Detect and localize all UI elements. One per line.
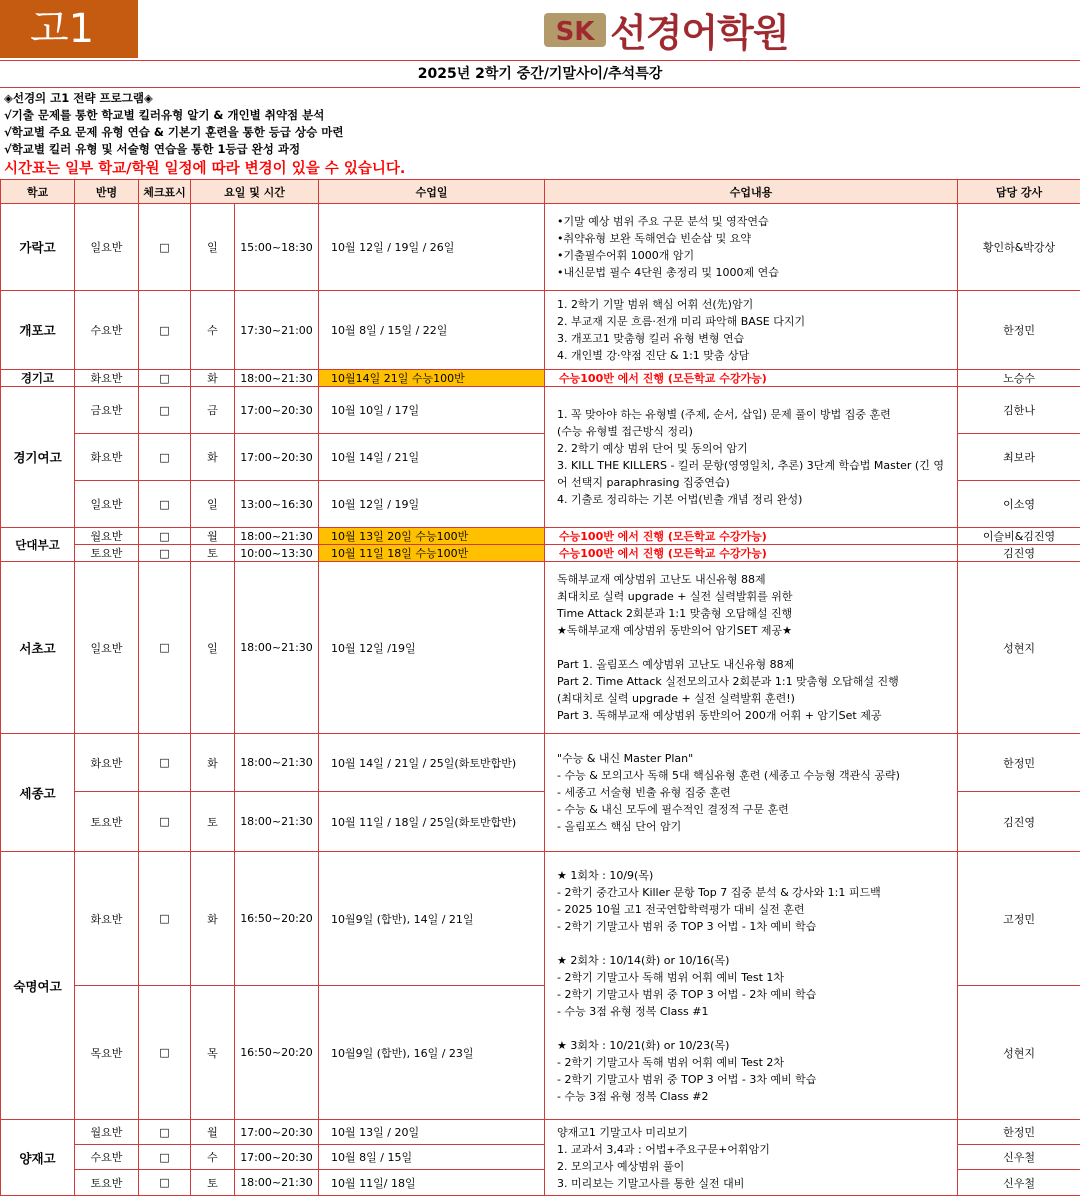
checkbox[interactable] [139,986,191,1120]
checkbox[interactable] [139,1145,191,1170]
class-name: 토요반 [75,792,139,852]
content: 수능100반 에서 진행 (모든학교 수강가능) [545,545,958,562]
dates: 10월 11일 / 18일 / 25일(화토반합반) [319,792,545,852]
class-name: 일요반 [75,481,139,528]
day: 수 [191,291,235,370]
table-row [1,852,1080,986]
header-school: 학교 [1,180,75,204]
schedule-warning: 시간표는 일부 학교/학원 일정에 따라 변경이 있을 수 있습니다. [4,161,406,177]
time: 18:00~21:30 [235,792,319,852]
logo-mark-icon [544,7,606,51]
checkbox-icon: □ [159,756,170,769]
checkbox-icon: □ [159,1125,170,1139]
checkbox[interactable] [139,204,191,291]
intro-section [4,90,1074,180]
time: 18:00~21:30 [235,1170,319,1196]
content: 독해부교재 예상범위 고난도 내신유형 88제 최대치로 실력 upgrade + 실전 실력발휘를 위한 Time Attack 2회분과 1:1 맞춤형 오답해설 진행 ★독해부교재 예상범위 동반의어 암기SET 제공★ Part 1. 올림포스 예상범위 고난도 내신유형 88제 Part 2. Time Attack 실전모의고사 2회분과 1:1 맞춤형 오답해설 진행 (최대치로 실력 upgrade + 실전 실력발휘 훈련!) Part 3. 독해부교재 예상범위 동반의어 200개 어휘 + 암기Set 제공 [545,562,958,734]
school-name: 단대부고 [1,528,75,562]
checkbox-icon: □ [159,450,170,464]
checkbox-icon: □ [159,529,170,543]
school-name: 경기고 [1,370,75,387]
day: 일 [191,204,235,291]
teacher: 김한나 [958,387,1080,434]
intro-line: √기출 문제를 통한 학교별 킬러유형 알기 & 개인별 취약점 분석 [4,108,325,122]
checkbox[interactable] [139,481,191,528]
checkbox[interactable] [139,562,191,734]
header-check: 체크표시 [139,180,191,204]
time: 17:00~20:30 [235,1120,319,1145]
day: 화 [191,434,235,481]
teacher: 이슬비&김진영 [958,528,1080,545]
teacher: 노승수 [958,370,1080,387]
dates: 10월 12일 /19일 [319,562,545,734]
time: 18:00~21:30 [235,734,319,792]
checkbox[interactable] [139,545,191,562]
checkbox-icon: □ [159,371,170,385]
table-row [1,734,1080,792]
day: 토 [191,545,235,562]
checkbox[interactable] [139,1120,191,1145]
content: •기말 예상 범위 주요 구문 분석 및 영작연습 •취약유형 보완 독해연습 빈순삽 및 요약 •기출필수어휘 1000개 암기 •내신문법 필수 4단원 총정리 및 1000제 연습 [545,204,958,291]
teacher: 황인하&박강상 [958,204,1080,291]
dates: 10월 14일 / 21일 [319,434,545,481]
dates: 10월14일 21일 수능100반 [319,370,545,387]
dates: 10월 8일 / 15일 [319,1145,545,1170]
time: 17:00~20:30 [235,434,319,481]
checkbox-icon: □ [159,323,170,337]
day: 월 [191,1120,235,1145]
time: 15:00~18:30 [235,204,319,291]
checkbox[interactable] [139,734,191,792]
table-row [1,387,1080,434]
teacher: 한정민 [958,291,1080,370]
teacher: 김진영 [958,545,1080,562]
checkbox[interactable] [139,792,191,852]
checkbox-icon: □ [159,815,170,828]
header-day-time: 요일 및 시간 [191,180,319,204]
table-row [1,545,1080,562]
checkbox-icon: □ [159,1046,170,1059]
day: 토 [191,792,235,852]
header-class: 반명 [75,180,139,204]
time: 18:00~21:30 [235,562,319,734]
time: 18:00~21:30 [235,528,319,545]
dates: 10월 13일 20일 수능100반 [319,528,545,545]
class-name: 일요반 [75,204,139,291]
content: "수능 & 내신 Master Plan" - 수능 & 모의고사 독해 5대 핵심유형 훈련 (세종고 수능형 객관식 공략) - 세종고 서술형 빈출 유형 집중 훈련 - 수능 & 내신 모두에 필수적인 결정적 구문 훈련 - 올림포스 핵심 단어 암기 [545,734,958,852]
checkbox-icon: □ [159,497,170,511]
class-name: 월요반 [75,1120,139,1145]
time: 16:50~20:20 [235,986,319,1120]
class-name: 수요반 [75,291,139,370]
school-name: 숙명여고 [1,852,75,1120]
day: 토 [191,1170,235,1196]
class-name: 월요반 [75,528,139,545]
teacher: 신우철 [958,1145,1080,1170]
schedule-table [0,179,1080,1196]
dates: 10월 8일 / 15일 / 22일 [319,291,545,370]
program-title: 2025년 2학기 중간/기말사이/추석특강 [0,60,1080,88]
school-name: 개포고 [1,291,75,370]
dates: 10월9일 (합반), 16일 / 23일 [319,986,545,1120]
class-name: 화요반 [75,734,139,792]
time: 13:00~16:30 [235,481,319,528]
day: 화 [191,734,235,792]
checkbox-icon: □ [159,546,170,560]
class-name: 금요반 [75,387,139,434]
dates: 10월 10일 / 17일 [319,387,545,434]
dates: 10월 14일 / 21일 / 25일(화토반합반) [319,734,545,792]
teacher: 한정민 [958,734,1080,792]
header-dates: 수업일 [319,180,545,204]
dates: 10월9일 (합반), 14일 / 21일 [319,852,545,986]
teacher: 한정민 [958,1120,1080,1145]
day: 월 [191,528,235,545]
school-name: 경기여고 [1,387,75,528]
content: ★ 1회차 : 10/9(목) - 2학기 중간고사 Killer 문항 Top 7 집중 분석 & 강사와 1:1 피드백 - 2025 10월 고1 전국연합학력평가 대비 실전 훈련 - 2학기 기말고사 범위 중 TOP 3 어법 - 1차 예비 학습 ★ 2회차 : 10/14(화) or 10/16(목) - 2학기 기말고사 독해 범위 어휘 예비 Test 1차 - 2학기 기말고사 범위 중 TOP 3 어법 - 2차 예비 학습 - 수능 3점 유형 정복 Class #1 ★ 3회차 : 10/21(화) or 10/23(목) - 2학기 기말고사 독해 범위 어휘 예비 Test 2차 - 2학기 기말고사 범위 중 TOP 3 어법 - 3차 예비 학습 - 수능 3점 유형 정복 Class #2 [545,852,958,1120]
content: 1. 꼭 맞아야 하는 유형별 (주제, 순서, 삽입) 문제 풀이 방법 집중 훈련 (수능 유형별 접근방식 정리) 2. 2학기 예상 범위 단어 및 동의어 암기 3. KILL THE KILLERS - 킬러 문항(영영일치, 추론) 3단계 학습법 Master (긴 영 어 선택지 paraphrasing 집중연습) 4. 기출로 정리하는 기본 어법(빈출 개념 정리 완성) [545,387,958,528]
checkbox[interactable] [139,370,191,387]
day: 화 [191,370,235,387]
time: 18:00~21:30 [235,370,319,387]
header-teacher: 담당 강사 [958,180,1080,204]
school-name: 양재고 [1,1120,75,1196]
content: 1. 2학기 기말 범위 핵심 어휘 선(先)암기 2. 부교재 지문 흐름·전개 미리 파악해 BASE 다지기 3. 개포고1 맞춤형 킬러 유형 변형 연습 4. 개인별 강·약점 진단 & 1:1 맞춤 상담 [545,291,958,370]
class-name: 수요반 [75,1145,139,1170]
day: 수 [191,1145,235,1170]
intro-line: ◈선경의 고1 전략 프로그램◈ [4,91,153,105]
intro-line: √학교별 킬러 유형 및 서술형 연습을 통한 1등급 완성 과정 [4,142,301,156]
checkbox-icon: □ [159,240,170,254]
header-content: 수업내용 [545,180,958,204]
time: 16:50~20:20 [235,852,319,986]
academy-name: 선경어학원 [610,10,789,55]
day: 일 [191,562,235,734]
teacher: 이소영 [958,481,1080,528]
checkbox[interactable] [139,528,191,545]
top-banner [0,0,1080,60]
table-row [1,370,1080,387]
table-header-row [1,180,1080,204]
school-name: 가락고 [1,204,75,291]
class-name: 일요반 [75,562,139,734]
checkbox[interactable] [139,291,191,370]
academy-logo [544,6,789,55]
table-row [1,562,1080,734]
dates: 10월 11일/ 18일 [319,1170,545,1196]
teacher: 성현지 [958,562,1080,734]
table-row [1,1120,1080,1145]
day: 일 [191,481,235,528]
day: 화 [191,852,235,986]
checkbox-icon: □ [159,641,170,654]
teacher: 성현지 [958,986,1080,1120]
checkbox-icon: □ [159,1150,170,1164]
content: 양재고1 기말고사 미리보기 1. 교과서 3,4과 : 어법+주요구문+어휘암기 2. 모의고사 예상범위 풀이 3. 미리보는 기말고사를 통한 실전 대비 [545,1120,958,1196]
class-name: 화요반 [75,852,139,986]
checkbox-icon: □ [159,912,170,925]
dates: 10월 12일 / 19일 / 26일 [319,204,545,291]
grade-badge: 고1 [0,0,138,58]
checkbox[interactable] [139,852,191,986]
checkbox[interactable] [139,434,191,481]
checkbox[interactable] [139,1170,191,1196]
class-name: 토요반 [75,545,139,562]
time: 17:00~20:30 [235,387,319,434]
day: 금 [191,387,235,434]
dates: 10월 11일 18일 수능100반 [319,545,545,562]
checkbox-icon: □ [159,1176,170,1189]
table-row [1,528,1080,545]
table-row [1,204,1080,291]
school-name: 서초고 [1,562,75,734]
checkbox-icon: □ [159,403,170,417]
dates: 10월 13일 / 20일 [319,1120,545,1145]
day: 목 [191,986,235,1120]
content: 수능100반 에서 진행 (모든학교 수강가능) [545,528,958,545]
checkbox[interactable] [139,387,191,434]
class-name: 목요반 [75,986,139,1120]
teacher: 최보라 [958,434,1080,481]
class-name: 토요반 [75,1170,139,1196]
school-name: 세종고 [1,734,75,852]
content: 수능100반 에서 진행 (모든학교 수강가능) [545,370,958,387]
table-row [1,291,1080,370]
logo-mark-text: SK [555,17,595,47]
intro-line: √학교별 주요 문제 유형 연습 & 기본기 훈련을 통한 등급 상승 마련 [4,125,344,139]
time: 10:00~13:30 [235,545,319,562]
teacher: 신우철 [958,1170,1080,1196]
teacher: 김진영 [958,792,1080,852]
class-name: 화요반 [75,434,139,481]
time: 17:00~20:30 [235,1145,319,1170]
class-name: 화요반 [75,370,139,387]
teacher: 고정민 [958,852,1080,986]
time: 17:30~21:00 [235,291,319,370]
dates: 10월 12일 / 19일 [319,481,545,528]
